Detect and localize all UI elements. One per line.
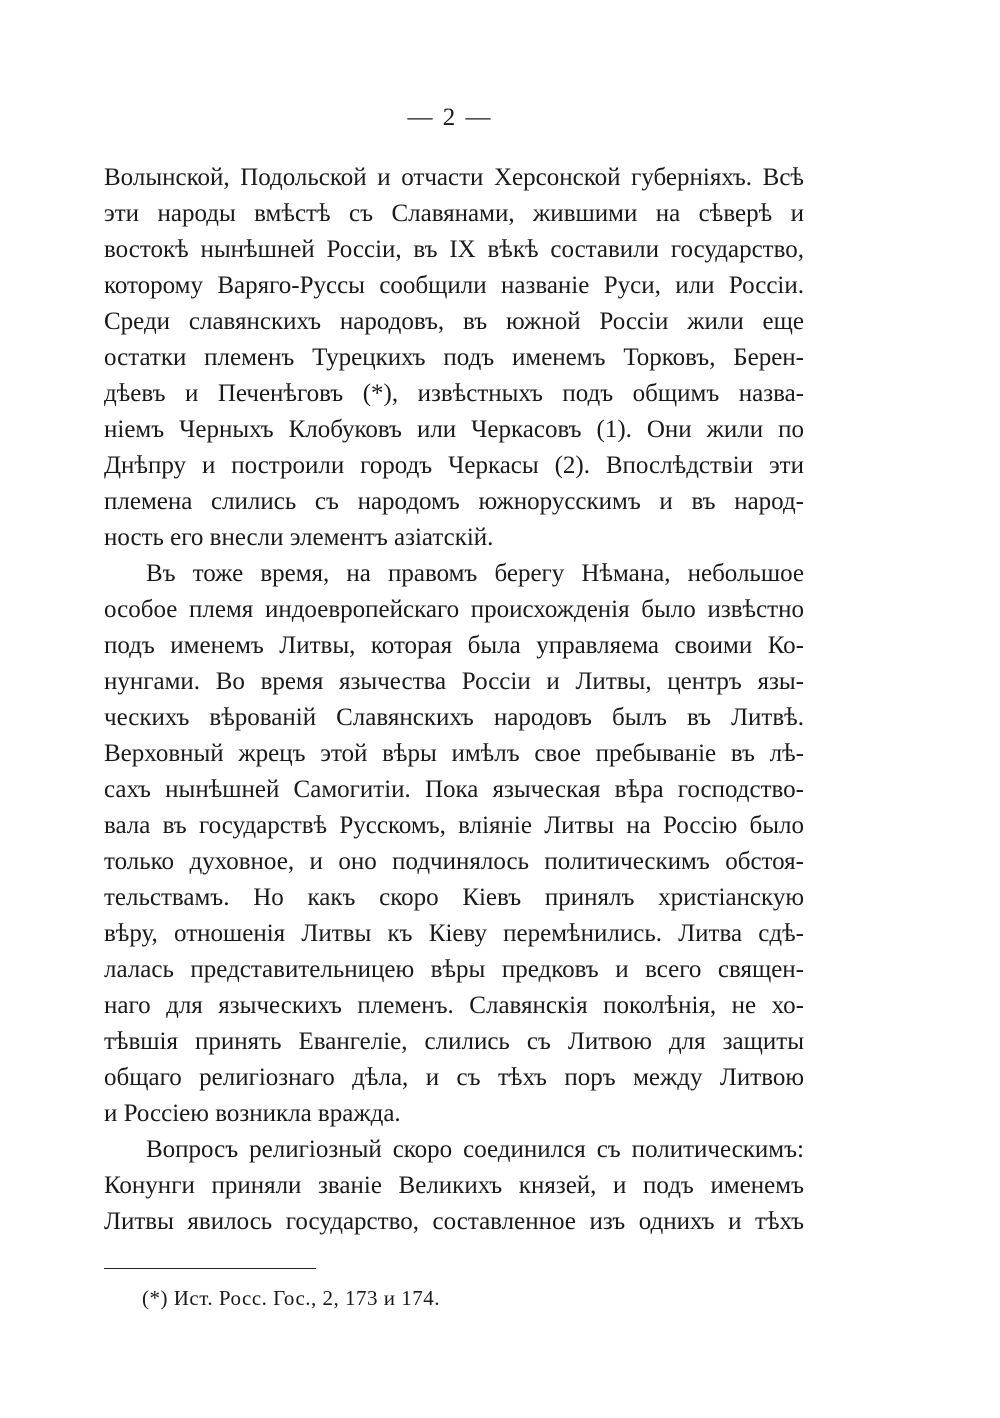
text-line: которому Варяго-Руссы сообщили названіе Руси, или Россіи.: [104, 272, 804, 299]
text-line: востокѣ нынѣшней Россіи, въ IX вѣкѣ составили государство,: [104, 236, 804, 263]
text-line: и Россіею возникла вражда.: [104, 1100, 401, 1127]
text-line: Конунги приняли званіе Великихъ князей, и подъ именемъ: [104, 1172, 804, 1199]
text-line: вѣру, отношенія Литвы къ Кіеву перемѣнились. Литва сдѣ-: [104, 920, 804, 947]
text-line: подъ именемъ Литвы, которая была управляема своими Ко-: [104, 632, 804, 659]
text-line: эти народы вмѣстѣ съ Славянами, жившими на сѣверѣ и: [104, 200, 804, 227]
text-line: ческихъ вѣрованій Славянскихъ народовъ былъ въ Литвѣ.: [104, 704, 804, 731]
text-line: ность его внесли элементъ азіатскій.: [104, 524, 494, 551]
text-line: вала въ государствѣ Русскомъ, вліяніе Литвы на Россію было: [104, 812, 804, 839]
text-line: тѣвшія принять Евангеліе, слились съ Литвою для защиты: [104, 1028, 804, 1055]
text-line: особое племя индоевропейскаго происхожденія было извѣстно: [104, 596, 804, 623]
body-text: [104, 160, 804, 1240]
text-line: дѣевъ и Печенѣговъ (*), извѣстныхъ подъ общимъ назва-: [104, 380, 804, 407]
text-line: Днѣпру и построили городъ Черкасы (2). Впослѣдствіи эти: [104, 452, 804, 479]
text-line: Литвы явилось государство, составленное изъ однихъ и тѣхъ: [104, 1208, 804, 1235]
text-line: Волынской, Подольской и отчасти Херсонской губерніяхъ. Всѣ: [104, 164, 804, 191]
text-line: остатки племенъ Турецкихъ подъ именемъ Торковъ, Берен-: [104, 344, 804, 371]
footnote: (*) Ист. Росс. Гос., 2, 173 и 174.: [142, 1286, 441, 1310]
text-line: ніемъ Черныхъ Клобуковъ или Черкасовъ (1). Они жили по: [104, 416, 804, 443]
text-line: Верховный жрецъ этой вѣры имѣлъ свое пребываніе въ лѣ-: [104, 740, 804, 767]
text-line: общаго религіознаго дѣла, и съ тѣхъ поръ между Литвою: [104, 1064, 804, 1091]
text-line: Въ тоже время, на правомъ берегу Нѣмана, небольшое: [146, 560, 804, 587]
text-line: Вопросъ религіозный скоро соединился съ политическимъ:: [146, 1136, 804, 1163]
text-line: тельствамъ. Но какъ скоро Кіевъ принялъ христіанскую: [104, 884, 804, 911]
text-line: сахъ нынѣшней Самогитіи. Пока языческая вѣра господство-: [104, 776, 804, 803]
text-line: только духовное, и оно подчинялось политическимъ обстоя-: [104, 848, 804, 875]
text-line: племена слились съ народомъ южнорусскимъ и въ народ-: [104, 488, 804, 515]
text-line: Среди славянскихъ народовъ, въ южной Россіи жили еще: [104, 308, 804, 335]
text-line: наго для языческихъ племенъ. Славянскія поколѣнія, не хо-: [104, 992, 804, 1019]
text-line: нунгами. Во время язычества Россіи и Литвы, центръ язы-: [104, 668, 804, 695]
page-number: — 2 —: [407, 104, 493, 131]
text-line: лалась представительницею вѣры предковъ и всего священ-: [104, 956, 804, 983]
footnote-divider: [104, 1268, 316, 1269]
